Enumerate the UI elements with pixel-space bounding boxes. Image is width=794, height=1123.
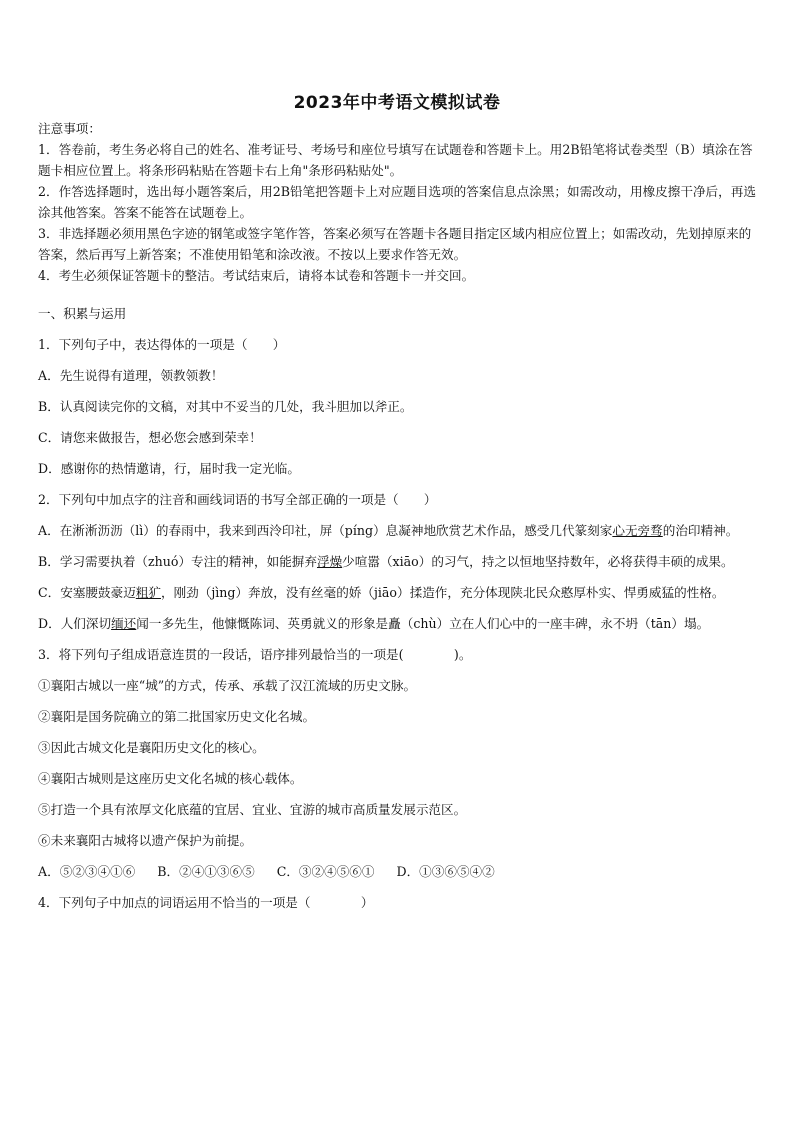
question-1-option-b: B．认真阅读完你的文稿，对其中不妥当的几处，我斗胆加以斧正。 xyxy=(38,399,413,414)
notice-item: 1．答卷前，考生务必将自己的姓名、准考证号、考场号和座位号填写在试题卷和答题卡上。用2B铅笔将试卷类型（B）填涂在答题卡相应位置上。将条形码粘贴在答题卡右上角"条形码粘贴处"。 xyxy=(38,142,753,178)
underlined-word: 浮燥 xyxy=(316,554,343,569)
question-1-option-c: C．请您来做报告，想必您会感到荣幸！ xyxy=(38,430,262,445)
question-2-option-c xyxy=(38,577,760,608)
question-1-option-a: A．先生说得有道理，领教领教！ xyxy=(38,368,224,383)
question-4-stem: 4．下列句子中加点的词语运用不恰当的一项是（ ） xyxy=(38,895,374,910)
questions-block xyxy=(38,298,760,918)
text: B．学习需要执着（zhuó）专注的精神，如能摒弃 xyxy=(38,554,317,569)
text: 闻一多先生，他慷慨陈词、英勇就义的形象是矗（chù）立在人们心中的一座丰碑，永不坍（tān）塌。 xyxy=(136,616,710,631)
page-title: 2023年中考语文模拟试卷 xyxy=(293,93,501,113)
notice-block xyxy=(38,118,760,286)
question-3-option-d: D．①③⑥⑤④② xyxy=(396,864,495,879)
question-3-sentence: ①襄阳古城以一座“城”的方式，传承、承载了汉江流域的历史文脉。 xyxy=(38,678,417,693)
question-1-stem: 1．下列句子中，表达得体的一项是（ ） xyxy=(38,337,286,352)
question-1-option-d: D．感谢你的热情邀请，行，届时我一定光临。 xyxy=(38,461,300,476)
notice-heading: 注意事项： xyxy=(38,121,101,136)
text: 少喧嚣（xiāo）的习气，持之以恒地坚持数年，必将获得丰硕的成果。 xyxy=(342,554,734,569)
underlined-word: 缅还 xyxy=(111,616,137,631)
underlined-word: 粗犷 xyxy=(135,585,161,600)
notice-item: 3．非选择题必须用黑色字迹的钢笔或签字笔作答，答案必须写在答题卡各题目指定区域内相应位置上；如需改动，先划掉原来的答案，然后再写上新答案；不准使用铅笔和涂改液。不按以上要求作答无效。 xyxy=(38,226,752,262)
question-2-stem: 2．下列句中加点字的注音和画线词语的书写全部正确的一项是（ ） xyxy=(38,492,437,507)
text: 的治印精神。 xyxy=(662,523,739,538)
question-3-option-a: A．⑤②③④①⑥ xyxy=(38,864,136,879)
question-3-option-b: B．②④①③⑥⑤ xyxy=(157,864,255,879)
question-2-option-d xyxy=(38,608,760,639)
question-3-stem: 3．将下列句子组成语意连贯的一段话，语序排列最恰当的一项是( )。 xyxy=(38,647,472,662)
section-heading: 一、积累与运用 xyxy=(38,306,127,321)
text: ，刚劲（jìng）奔放，没有丝毫的娇（jiāo）揉造作，充分体现陕北民众憨厚朴实、悍勇威猛的性格。 xyxy=(160,585,725,600)
notice-item: 2．作答选择题时，选出每小题答案后，用2B铅笔把答题卡上对应题目选项的答案信息点涂黑；如需改动，用橡皮擦干净后，再选涂其他答案。答案不能答在试题卷上。 xyxy=(38,184,756,220)
question-3-options xyxy=(38,856,760,887)
question-3-sentence: ②襄阳是国务院确立的第二批国家历史文化名城。 xyxy=(38,709,316,724)
notice-item: 4．考生必须保证答题卡的整洁。考试结束后，请将本试卷和答题卡一并交回。 xyxy=(38,268,475,283)
question-3-sentence: ⑥未来襄阳古城将以遗产保护为前提。 xyxy=(38,833,253,848)
question-3-sentence: ④襄阳古城则是这座历史文化名城的核心载体。 xyxy=(38,771,303,786)
text: D．人们深切 xyxy=(38,616,112,631)
question-3-sentence: ⑤打造一个具有浓厚文化底蕴的宜居、宜业、宜游的城市高质量发展示范区。 xyxy=(38,802,467,817)
text: C．安塞腰鼓豪迈 xyxy=(38,585,136,600)
question-2-option-a xyxy=(38,515,760,546)
question-2-option-b xyxy=(38,546,760,577)
question-3-option-c: C．③②④⑤⑥① xyxy=(276,864,375,879)
question-3-sentence: ③因此古城文化是襄阳历史文化的核心。 xyxy=(38,740,265,755)
underlined-word: 心无旁骛 xyxy=(612,523,663,538)
text: A．在淅淅沥沥（lì）的春雨中，我来到西泠印社，屏（píng）息凝神地欣赏艺术作品，感受几代篆刻家 xyxy=(38,523,613,538)
